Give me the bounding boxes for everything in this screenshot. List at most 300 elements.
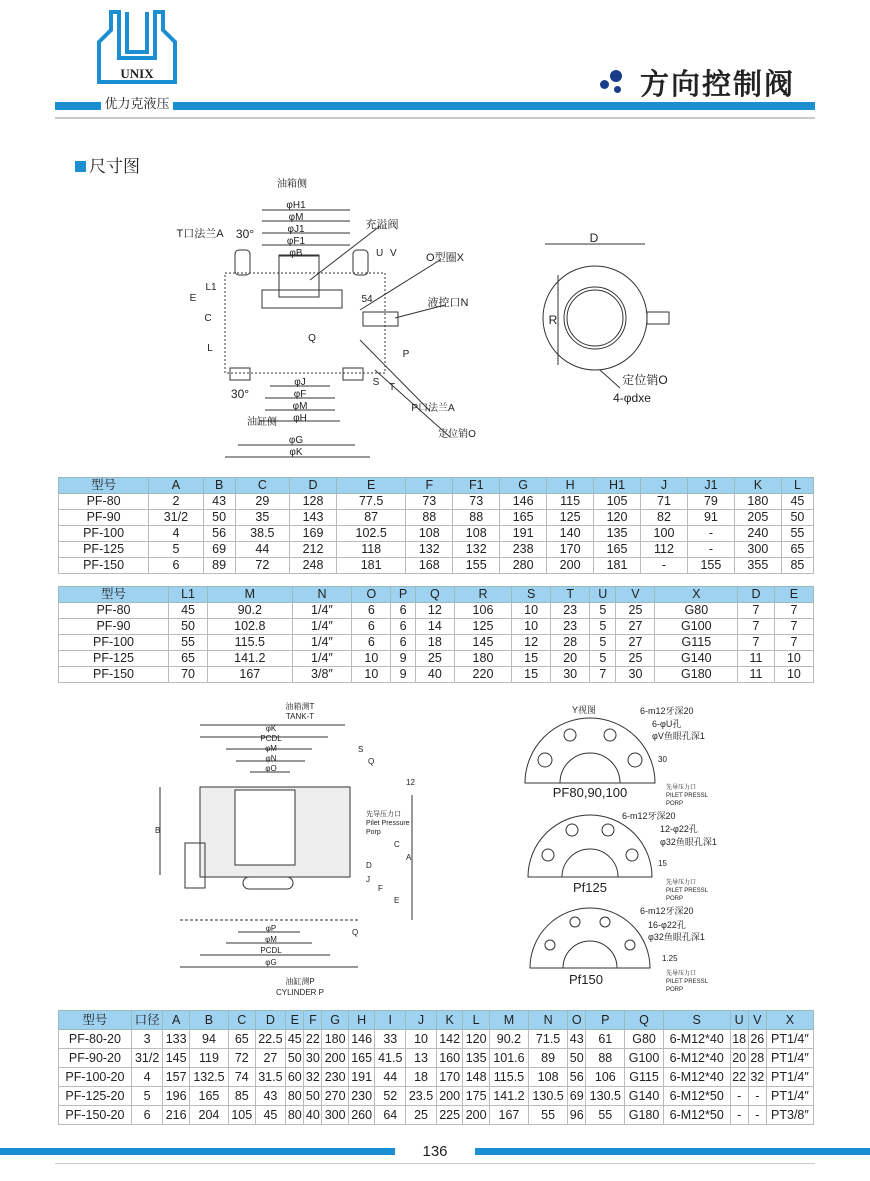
table-cell: 6 (352, 619, 391, 635)
table-cell: 216 (163, 1106, 190, 1125)
table-cell: PF-100 (59, 635, 169, 651)
table-cell: 87 (337, 510, 406, 526)
label: B (155, 826, 161, 835)
table-cell: 25 (616, 651, 655, 667)
column-header: O (568, 1011, 586, 1030)
dimension-table-3 (58, 1010, 814, 1125)
table-cell: 14 (415, 619, 454, 635)
table-cell: 260 (348, 1106, 375, 1125)
title-dots-icon (600, 68, 630, 96)
table-cell: 45 (169, 603, 208, 619)
table-cell: 181 (337, 558, 406, 574)
table-cell: 44 (235, 542, 289, 558)
y-view-label: 6-m12牙深20 (622, 811, 676, 821)
table-cell: 13 (406, 1049, 437, 1068)
table-cell: 12 (512, 635, 551, 651)
table-cell: 300 (734, 542, 781, 558)
table-cell: 165 (348, 1049, 375, 1068)
table-row (59, 635, 814, 651)
table-cell: G115 (625, 1068, 663, 1087)
table-cell: 45 (286, 1030, 304, 1049)
label: φM (292, 401, 308, 412)
label: φN (265, 754, 277, 763)
table-cell: 31.5 (255, 1068, 286, 1087)
table-cell: 125 (454, 619, 511, 635)
label: 定位销O (438, 429, 476, 440)
table-cell: 64 (375, 1106, 406, 1125)
table-cell: 27 (255, 1049, 286, 1068)
table-cell: 18 (406, 1068, 437, 1087)
column-header: A (149, 478, 203, 494)
table-row (59, 603, 814, 619)
header-divider (55, 117, 815, 119)
table-row (59, 1068, 814, 1087)
table-cell: 205 (734, 510, 781, 526)
table-cell: 79 (687, 494, 734, 510)
table-cell: 6 (352, 603, 391, 619)
table-row (59, 1030, 814, 1049)
table-cell: 148 (463, 1068, 490, 1087)
table-cell: 82 (641, 510, 688, 526)
table-cell: 10 (352, 667, 391, 683)
column-header: F1 (453, 478, 500, 494)
label: D (589, 231, 599, 245)
column-header: M (208, 587, 293, 603)
table-cell: 101.6 (489, 1049, 528, 1068)
table-cell: 6 (352, 635, 391, 651)
column-header: C (235, 478, 289, 494)
table-cell: 142 (436, 1030, 463, 1049)
table-cell: 85 (781, 558, 813, 574)
table-header-row (59, 1011, 814, 1030)
label: C (394, 840, 400, 849)
table-cell: 170 (436, 1068, 463, 1087)
y-view-label: PORP (666, 896, 684, 902)
table-cell: 65 (169, 651, 208, 667)
table-cell: 73 (453, 494, 500, 510)
label: φO (265, 764, 277, 773)
y-view-label: PILET PRESSL (666, 979, 708, 985)
table-cell: 74 (229, 1068, 256, 1087)
label: Q (308, 333, 316, 344)
table-cell: 44 (375, 1068, 406, 1087)
table-cell: 106 (586, 1068, 625, 1087)
table-cell: 55 (169, 635, 208, 651)
top-diagram-labels (176, 177, 667, 458)
label: T口法兰A (176, 228, 224, 240)
table-cell: 10 (774, 667, 813, 683)
table-cell: 85 (229, 1087, 256, 1106)
table-cell: 6-M12*40 (663, 1030, 730, 1049)
column-header: 型号 (59, 587, 169, 603)
table-cell: 141.2 (208, 651, 293, 667)
table-cell: 240 (734, 526, 781, 542)
label: 12 (406, 778, 415, 787)
table-cell: 18 (415, 635, 454, 651)
label: C (204, 313, 212, 324)
table-cell: 169 (290, 526, 337, 542)
label: φF (293, 389, 307, 400)
table-cell: 7 (774, 619, 813, 635)
table-cell: 18 (730, 1030, 748, 1049)
table-cell: 146 (500, 494, 547, 510)
table-cell: 170 (547, 542, 594, 558)
table-cell: 89 (203, 558, 235, 574)
table-header-row (59, 478, 814, 494)
table-cell: 196 (163, 1087, 190, 1106)
table-cell: PF-150 (59, 558, 149, 574)
label: P (402, 349, 410, 360)
table-cell: 50 (203, 510, 235, 526)
table-cell: PF-100-20 (59, 1068, 132, 1087)
table-cell: 180 (322, 1030, 349, 1049)
column-header: H (348, 1011, 375, 1030)
table-row (59, 494, 814, 510)
y-view-label: 6-m12牙深20 (640, 906, 694, 916)
label: PCDL (260, 946, 282, 955)
table-cell: 108 (406, 526, 453, 542)
table-cell: 45 (781, 494, 813, 510)
footer-line (55, 1163, 815, 1164)
table-cell: 60 (286, 1068, 304, 1087)
table-cell: 167 (208, 667, 293, 683)
y-view-label: 1.25 (662, 954, 678, 963)
table-cell: 91 (687, 510, 734, 526)
table-cell: 3/8″ (292, 667, 352, 683)
label: φH1 (286, 200, 306, 211)
table-cell: 27 (616, 619, 655, 635)
table-cell: 132 (453, 542, 500, 558)
table-cell: 72 (235, 558, 289, 574)
table-cell: PF-125-20 (59, 1087, 132, 1106)
table-cell: 5 (590, 651, 616, 667)
table-cell: 145 (454, 635, 511, 651)
table-cell: 225 (436, 1106, 463, 1125)
label: 油缸测P (285, 977, 315, 986)
table-cell: 157 (163, 1068, 190, 1087)
table-cell: 25 (406, 1106, 437, 1125)
y-view-label: φV鱼眼孔深1 (652, 731, 705, 741)
table-cell: 106 (454, 603, 511, 619)
y-view-label: 30 (658, 755, 667, 764)
table-cell: 10 (352, 651, 391, 667)
table-cell: 191 (500, 526, 547, 542)
logo (97, 8, 177, 90)
table-cell: 238 (500, 542, 547, 558)
y-view-label: Pf125 (573, 880, 607, 895)
table-cell: 130.5 (529, 1087, 568, 1106)
table-cell: 50 (568, 1049, 586, 1068)
y-view-label: PF80,90,100 (552, 785, 628, 800)
table-cell: 1/4″ (292, 619, 352, 635)
label: φH (293, 413, 307, 424)
table-cell: G80 (655, 603, 738, 619)
column-header: D (290, 478, 337, 494)
column-header: X (766, 1011, 813, 1030)
table-cell: 3 (131, 1030, 163, 1049)
table-cell: PF-90 (59, 510, 149, 526)
table-cell: 28 (551, 635, 590, 651)
column-header: E (774, 587, 813, 603)
label: PCDL (260, 734, 282, 743)
table-cell: 2 (149, 494, 203, 510)
label: A (406, 853, 412, 862)
table-cell: 38.5 (235, 526, 289, 542)
label: L (207, 343, 213, 354)
table-cell: 270 (322, 1087, 349, 1106)
table-cell: 105 (594, 494, 641, 510)
label: E (394, 896, 400, 905)
table-cell: 20 (551, 651, 590, 667)
y-view-label: Pf150 (569, 972, 603, 987)
table-cell: 108 (529, 1068, 568, 1087)
table-cell: 96 (568, 1106, 586, 1125)
column-header: K (436, 1011, 463, 1030)
table-cell: PT1/4″ (766, 1068, 813, 1087)
table-cell: 130.5 (586, 1087, 625, 1106)
table-cell: 100 (641, 526, 688, 542)
table-cell: PF-125 (59, 651, 169, 667)
y-view-label: 先导压力口 (666, 971, 697, 977)
table-cell: 41.5 (375, 1049, 406, 1068)
table-cell: 71.5 (529, 1030, 568, 1049)
table-row (59, 558, 814, 574)
table-cell: G100 (655, 619, 738, 635)
table-cell: 69 (568, 1087, 586, 1106)
label: φK (265, 724, 277, 733)
table-cell: PT1/4″ (766, 1087, 813, 1106)
column-header: E (286, 1011, 304, 1030)
table-cell: - (687, 526, 734, 542)
table-cell: 29 (235, 494, 289, 510)
y-view-label: PILET PRESSL (666, 793, 708, 799)
column-header: H (547, 478, 594, 494)
table-cell: 102.8 (208, 619, 293, 635)
column-header: L1 (169, 587, 208, 603)
table-cell: 52 (375, 1087, 406, 1106)
label: O型圈X (426, 252, 464, 264)
label: 先导压力口 (366, 811, 401, 818)
table-cell: 200 (547, 558, 594, 574)
table-cell: 5 (590, 635, 616, 651)
table-cell: 94 (189, 1030, 228, 1049)
table-cell: 7 (738, 603, 775, 619)
table-cell: 115.5 (489, 1068, 528, 1087)
table-cell: 300 (322, 1106, 349, 1125)
label: Porp (366, 829, 381, 836)
label: P口法兰A (411, 403, 455, 414)
table-cell: 7 (738, 635, 775, 651)
column-header: E (337, 478, 406, 494)
table-cell: 20 (730, 1049, 748, 1068)
y-view-label: PILET PRESSL (666, 888, 708, 894)
table-cell: 1/4″ (292, 651, 352, 667)
y-view-label: PORP (666, 801, 684, 807)
table-cell: 7 (590, 667, 616, 683)
table-cell: 132 (406, 542, 453, 558)
table-cell: PF-90-20 (59, 1049, 132, 1068)
column-header: S (663, 1011, 730, 1030)
label: S (372, 377, 380, 388)
table-row (59, 1106, 814, 1125)
label: TANK-T (285, 712, 315, 721)
table-cell: 43 (568, 1030, 586, 1049)
table-cell: 73 (406, 494, 453, 510)
label: φJ (294, 377, 306, 388)
label: V (390, 248, 397, 259)
label: D (366, 861, 372, 870)
logo-text: UNIX (120, 66, 154, 81)
y-view-label: 16-φ22孔 (648, 920, 686, 930)
label: 充溢阀 (365, 219, 399, 231)
table-cell: 6-M12*40 (663, 1049, 730, 1068)
table-cell: 28 (748, 1049, 766, 1068)
table-cell: 70 (169, 667, 208, 683)
column-header: A (163, 1011, 190, 1030)
column-header: P (391, 587, 415, 603)
column-header: Q (415, 587, 454, 603)
table-cell: 5 (590, 603, 616, 619)
table-cell: 230 (322, 1068, 349, 1087)
label: 4-φdxe (613, 391, 651, 405)
column-header: U (730, 1011, 748, 1030)
table-cell: 1/4″ (292, 603, 352, 619)
table-cell: 30 (551, 667, 590, 683)
table-cell: 146 (348, 1030, 375, 1049)
table-cell: 135 (594, 526, 641, 542)
table-row (59, 619, 814, 635)
table-cell: 55 (781, 526, 813, 542)
page-number: 136 (422, 1143, 448, 1160)
table-cell: 32 (748, 1068, 766, 1087)
table-row (59, 510, 814, 526)
table-cell: 125 (547, 510, 594, 526)
label: T (388, 382, 396, 393)
table-row (59, 651, 814, 667)
label: S (358, 745, 364, 754)
table-cell: 88 (453, 510, 500, 526)
table-cell: 80 (286, 1087, 304, 1106)
label: L1 (205, 282, 217, 293)
column-header: G (500, 478, 547, 494)
column-header: 型号 (59, 478, 149, 494)
column-header: J (406, 1011, 437, 1030)
table-cell: 11 (738, 667, 775, 683)
table-cell: 102.5 (337, 526, 406, 542)
table-cell: 167 (489, 1106, 528, 1125)
table-cell: 22 (304, 1030, 322, 1049)
table-cell: PF-80 (59, 603, 169, 619)
label: Q (368, 757, 375, 766)
label: 定位销O (622, 373, 668, 387)
table-cell: 65 (229, 1030, 256, 1049)
label: 油缸侧 (247, 417, 277, 428)
table-cell: 61 (586, 1030, 625, 1049)
table-cell: 191 (348, 1068, 375, 1087)
label: 油箱测T (285, 702, 315, 711)
table-cell: 55 (529, 1106, 568, 1125)
table-cell: 115 (547, 494, 594, 510)
table-cell: 6 (131, 1106, 163, 1125)
table-cell: 56 (568, 1068, 586, 1087)
column-header: R (454, 587, 511, 603)
column-header: F (406, 478, 453, 494)
table-cell: 6-M12*50 (663, 1106, 730, 1125)
column-header: 口径 (131, 1011, 163, 1030)
table-cell: 27 (616, 635, 655, 651)
table-row (59, 526, 814, 542)
column-header: M (489, 1011, 528, 1030)
label: φM (265, 744, 277, 753)
table-cell: 280 (500, 558, 547, 574)
column-header: O (352, 587, 391, 603)
table-cell: 80 (286, 1106, 304, 1125)
table-cell: 22 (730, 1068, 748, 1087)
table-row (59, 1049, 814, 1068)
table-cell: 108 (453, 526, 500, 542)
table-cell: 6 (391, 603, 415, 619)
table-cell: 200 (436, 1087, 463, 1106)
table-cell: 10 (512, 619, 551, 635)
table-cell: 88 (586, 1049, 625, 1068)
column-header: V (616, 587, 655, 603)
column-header: G (322, 1011, 349, 1030)
company-name: 优力克液压 (101, 95, 173, 113)
table-row (59, 667, 814, 683)
label: φJ1 (287, 224, 305, 235)
column-header: B (189, 1011, 228, 1030)
y-view-label: φ32鱼眼孔深1 (660, 837, 717, 847)
table-cell: PF-100 (59, 526, 149, 542)
table-cell: G80 (625, 1030, 663, 1049)
table-cell: 30 (304, 1049, 322, 1068)
dimension-table-1 (58, 477, 814, 574)
table-cell: 33 (375, 1030, 406, 1049)
table-cell: 6-M12*50 (663, 1087, 730, 1106)
column-header: Q (625, 1011, 663, 1030)
column-header: H1 (594, 478, 641, 494)
table-cell: 4 (131, 1068, 163, 1087)
label: 54 (361, 294, 373, 305)
table-cell: - (641, 558, 688, 574)
table-cell: 31/2 (149, 510, 203, 526)
table-cell: G180 (625, 1106, 663, 1125)
table-cell: 230 (348, 1087, 375, 1106)
table-cell: 200 (463, 1106, 490, 1125)
label: U (376, 248, 384, 259)
table-cell: G140 (655, 651, 738, 667)
table-cell: 30 (616, 667, 655, 683)
table-cell: 40 (304, 1106, 322, 1125)
table-cell: 45 (255, 1106, 286, 1125)
table-cell: 15 (512, 651, 551, 667)
label: φB (289, 248, 303, 259)
table-cell: 155 (687, 558, 734, 574)
label: φP (265, 924, 277, 933)
table-cell: 50 (781, 510, 813, 526)
table-cell: 118 (337, 542, 406, 558)
table-cell: 180 (454, 651, 511, 667)
column-header: D (255, 1011, 286, 1030)
table-cell: 145 (163, 1049, 190, 1068)
table-cell: - (730, 1087, 748, 1106)
table-cell: 141.2 (489, 1087, 528, 1106)
table-cell: 25 (616, 603, 655, 619)
table-cell: 165 (594, 542, 641, 558)
table-cell: 50 (169, 619, 208, 635)
column-header: C (229, 1011, 256, 1030)
table-cell: 248 (290, 558, 337, 574)
